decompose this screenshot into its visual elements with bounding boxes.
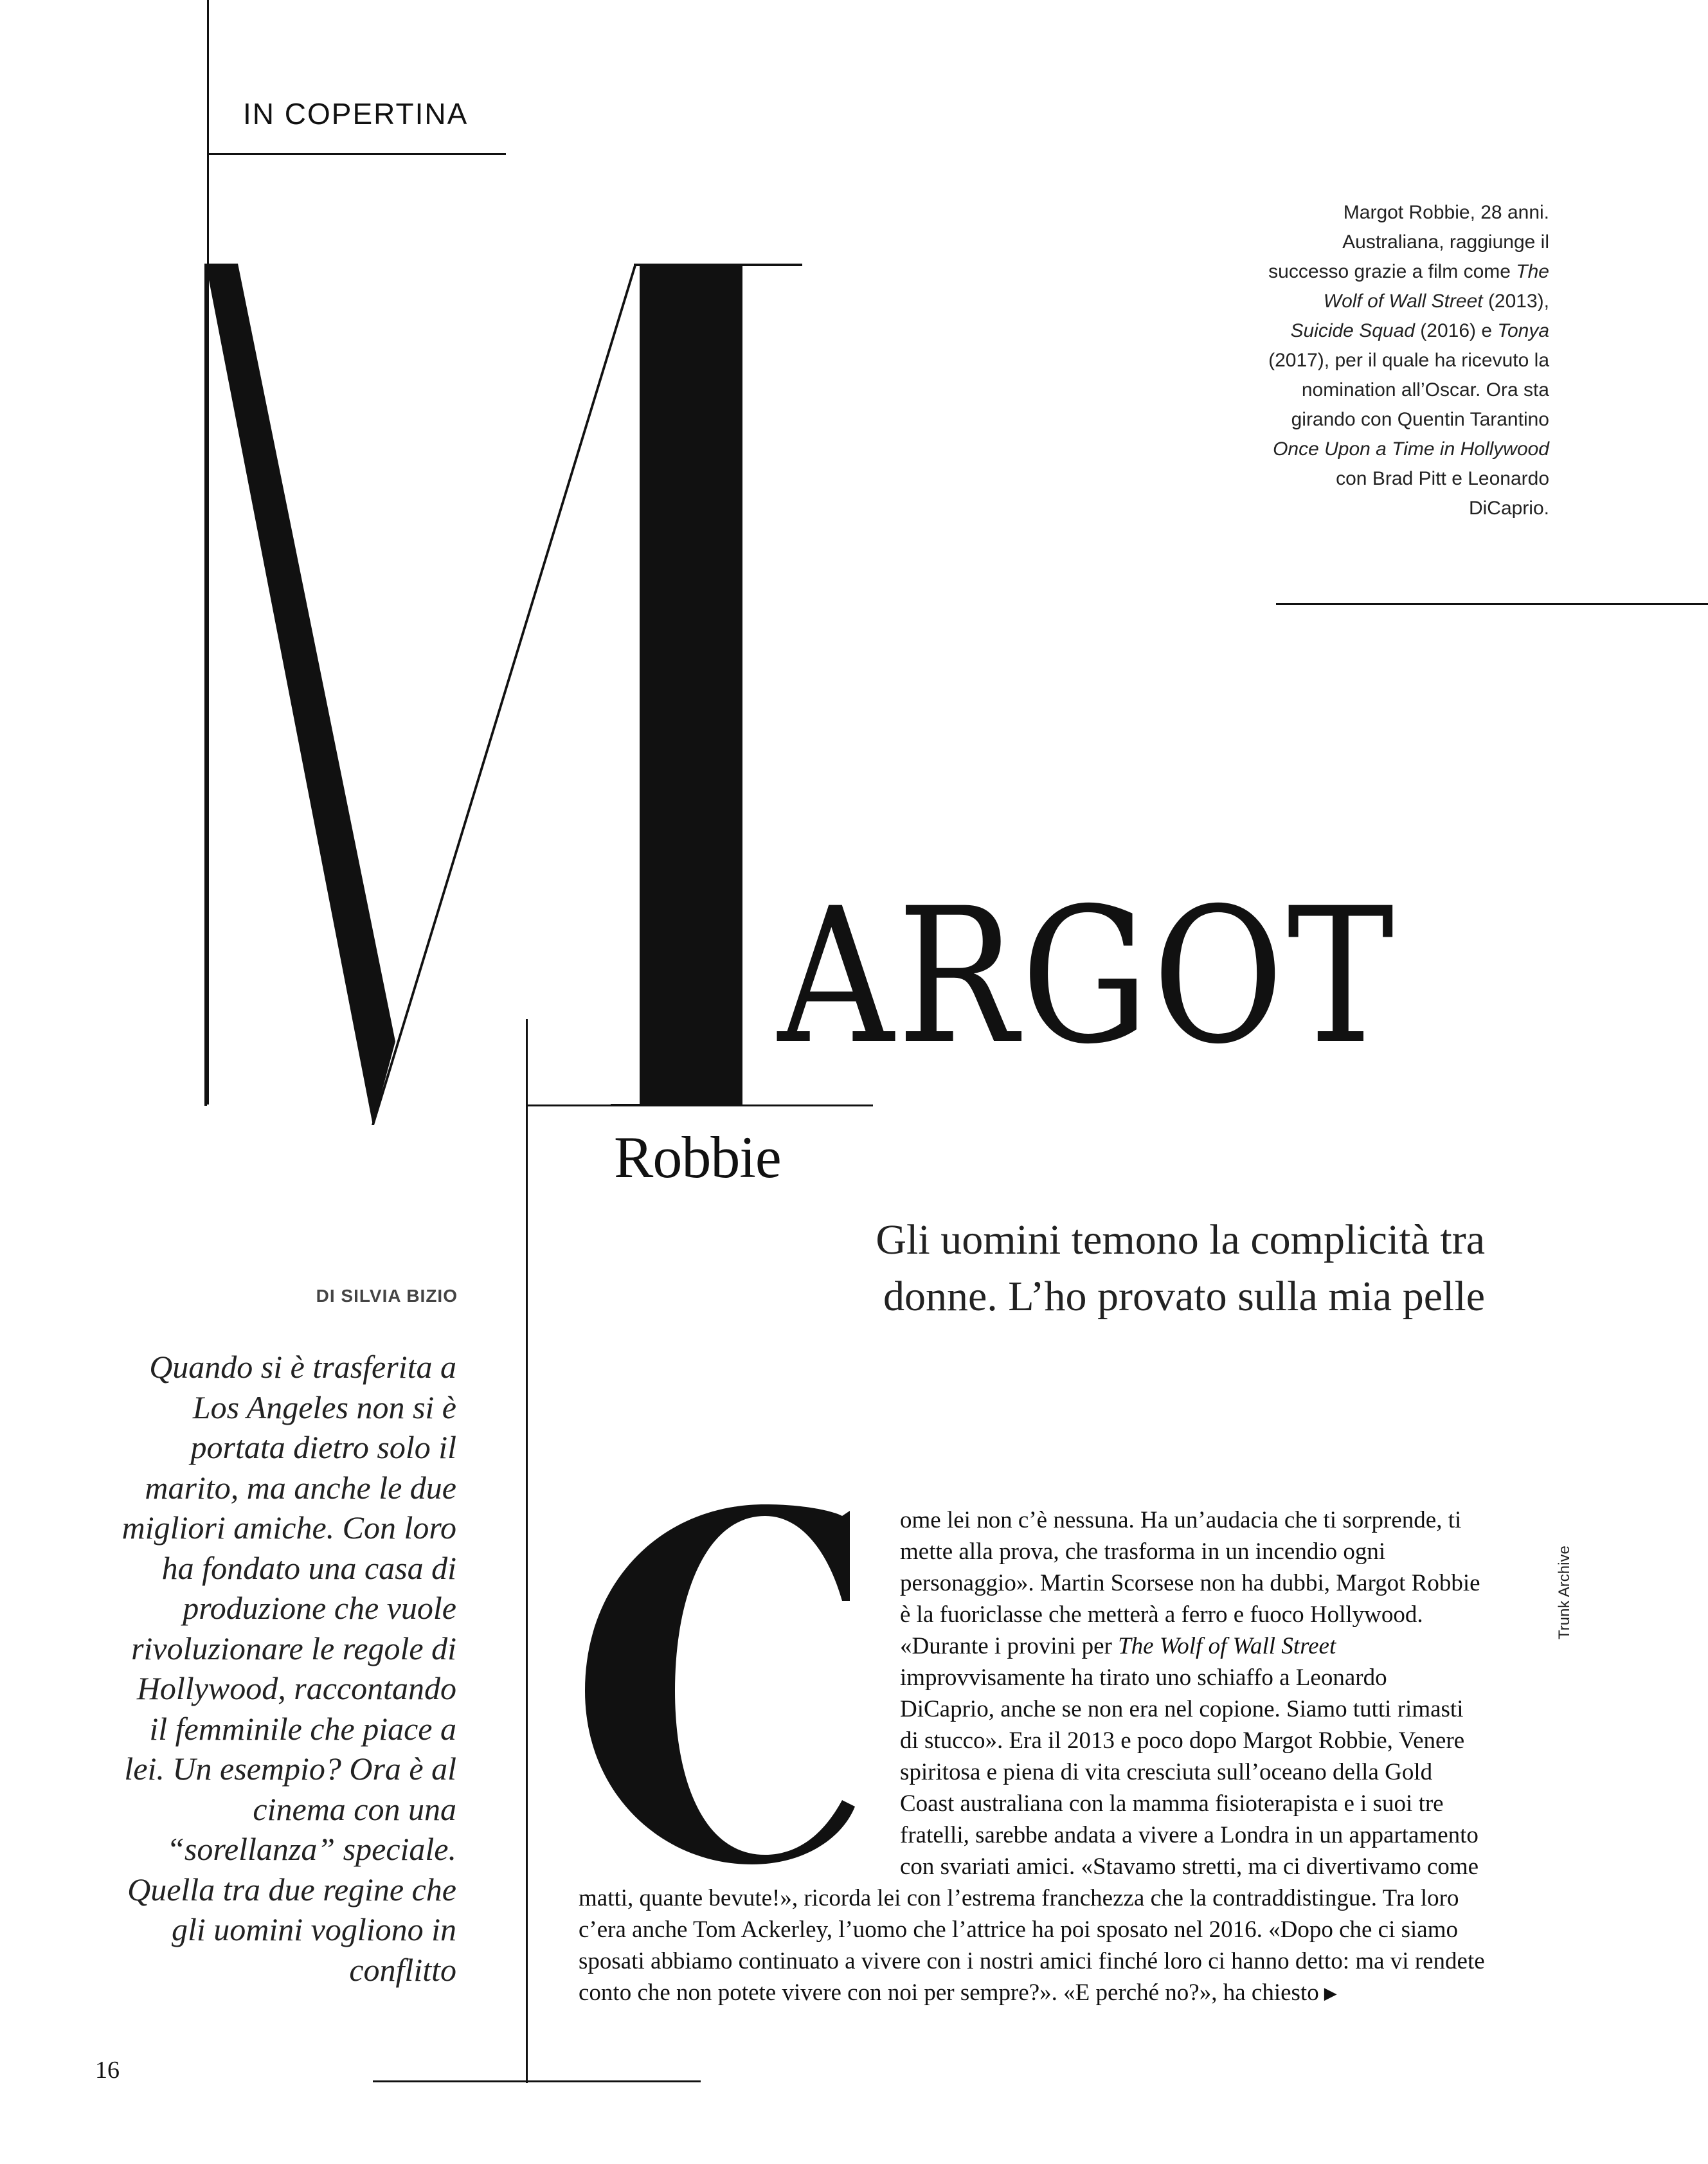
body-segment: improvvisamente ha tirato uno schiaffo a Leonardo DiCaprio, anche se non era nel copione. Siamo tutti rimasti di stucco». Era il 2013 e poco dopo Margot Robbie, Venere spiritosa e piena di vita cresciuta sull’oceano della Gold Coast australiana con la mamma fisioterapista e i suoi tre fratelli, sarebbe andata a vivere a Londra in un appartamento con svariati amici. «Stavamo stretti, ma ci divertivamo come matti, quante bevute!», ricorda lei con l’estrema franchezza che la contraddistingue. Tra loro c’era anche Tom Ackerley, l’uomo che l’attrice ha poi sposato nel 2016. «Dopo che ci siamo sposati abbiamo continuato a vivere con i nostri amici finché loro ci hanno detto: ma vi rendete conto che non potete vivere con noi per sempre?». «E perché no?», ha chiesto	[579, 1664, 1485, 2006]
photo-caption	[1266, 198, 1549, 523]
m-top-serif	[634, 264, 802, 266]
caption-segment: (2013),	[1482, 291, 1549, 312]
m-right-stem	[640, 264, 742, 1106]
page-number: 16	[95, 2057, 120, 2084]
caption-segment: con Brad Pitt e Leonardo DiCaprio.	[1336, 468, 1549, 519]
caption-segment: (2017), per il quale ha ricevuto la nomination all’Oscar. Ora sta girando con Quentin Tarantino	[1268, 350, 1549, 430]
m-bottom-serif	[611, 1104, 649, 1106]
caption-segment: The Wolf of Wall Street	[1323, 261, 1549, 312]
frame-line-top-left	[207, 0, 209, 154]
photo-credit-text: Trunk Archive	[1556, 1546, 1573, 1639]
body-segment: ome lei non c’è nessuna. Ha un’audacia che ti sorprende, ti mette alla prova, che trasforma in un incendio ogni personaggio». Martin Scorsese non ha dubbi, Margot Robbie è la fuoriclasse che metterà a ferro e fuoco Hollywood. «Durante i provini per	[900, 1507, 1480, 1659]
title-rest: ARGOT	[778, 869, 1398, 1085]
m-thick-diagonal	[206, 264, 395, 1125]
caption-segment: (2016) e	[1414, 320, 1498, 341]
section-label: IN COPERTINA	[243, 97, 469, 131]
frame-line-center	[526, 1019, 528, 2083]
pull-quote: Gli uomini temono la complicità tra donne. L’ho provato sulla mia pelle	[876, 1216, 1485, 1320]
article-body	[579, 1504, 1485, 2009]
frame-line-bottom	[373, 2080, 701, 2082]
dropcap-c	[572, 1504, 900, 1864]
byline: DI SILVIA BIZIO	[316, 1286, 458, 1306]
dropcap-c-glyph	[572, 1504, 874, 1864]
frame-line-label-underline	[207, 153, 506, 155]
caption-segment: Once Upon a Time in Hollywood	[1273, 438, 1549, 460]
photo-credit	[1556, 1524, 1575, 1639]
body-segment: The Wolf of Wall Street	[1118, 1633, 1336, 1659]
caption-segment: Margot Robbie, 28 anni. Australiana, raggiunge il successo grazie a film come	[1268, 202, 1549, 282]
title-subtitle: Robbie	[614, 1124, 781, 1190]
caption-segment: Tonya	[1497, 320, 1549, 341]
caption-rule	[1276, 603, 1708, 605]
play-arrow-icon: ▶	[1324, 1984, 1337, 2003]
caption-segment: Suicide Squad	[1290, 320, 1415, 341]
intro-paragraph: Quando si è trasferita a Los Angeles non si è portata dietro solo il marito, ma anche le due migliori amiche. Con loro ha fondato una casa di produzione che vuole rivoluzionare le regole di Hollywood, raccontando il femminile che piace a lei. Un esempio? Ora è al cinema con una “sorellanza” speciale. Quella tra due regine che gli uomini vogliono in conflitto	[121, 1349, 456, 1988]
m-thin-diagonal	[372, 266, 636, 1125]
m-left-stem	[204, 264, 207, 1106]
